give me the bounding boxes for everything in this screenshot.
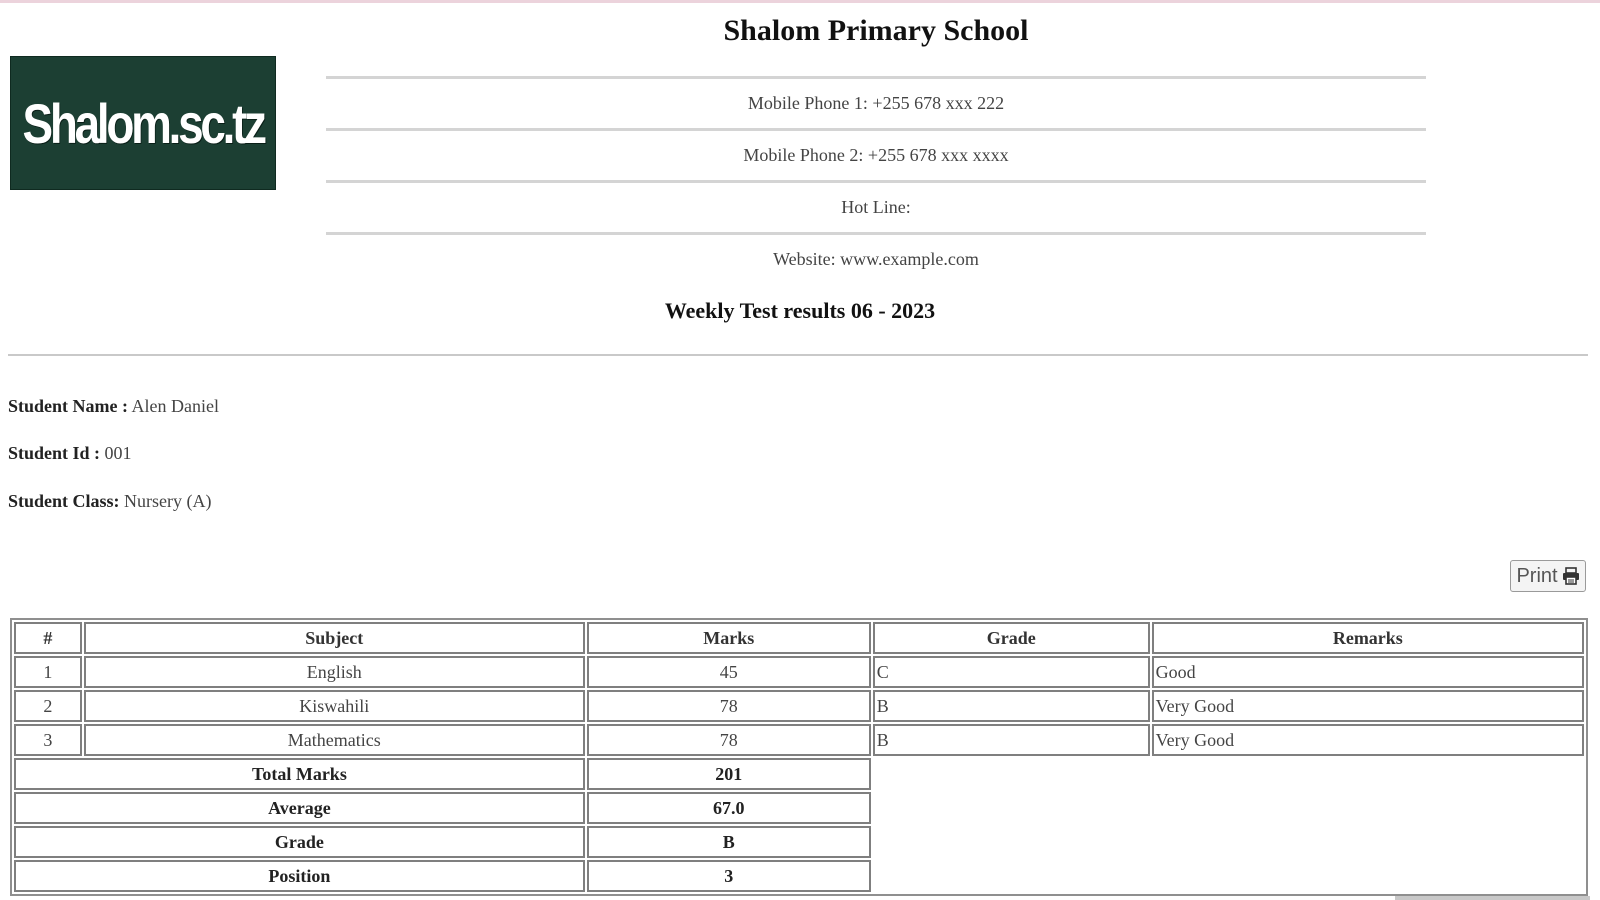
summary-label: Grade bbox=[14, 826, 585, 858]
print-button[interactable] bbox=[1510, 560, 1586, 592]
school-name-heading: Shalom Primary School bbox=[723, 14, 1029, 47]
remarks-cell: Very Good bbox=[1152, 724, 1584, 756]
remarks-cell: Very Good bbox=[1152, 690, 1584, 722]
summary-value: 67.0 bbox=[587, 792, 871, 824]
printer-icon bbox=[1562, 567, 1580, 585]
table-row bbox=[14, 690, 1584, 722]
table-row bbox=[14, 656, 1584, 688]
website: Website: www.example.com bbox=[326, 234, 1426, 285]
row-number: 1 bbox=[14, 656, 82, 688]
row-number: 3 bbox=[14, 724, 82, 756]
student-name-line bbox=[8, 396, 219, 417]
contact-row bbox=[326, 130, 1426, 182]
student-id-value: 001 bbox=[100, 443, 132, 463]
column-header-subject: Subject bbox=[84, 622, 585, 654]
summary-label: Position bbox=[14, 860, 585, 892]
student-class-line bbox=[8, 491, 212, 512]
summary-label: Total Marks bbox=[14, 758, 585, 790]
student-id-line bbox=[8, 443, 132, 464]
grade-cell: B bbox=[873, 724, 1150, 756]
student-name-value: Alen Daniel bbox=[128, 396, 219, 416]
bottom-scroll-edge bbox=[1395, 896, 1590, 900]
summary-value: 3 bbox=[587, 860, 871, 892]
contact-row bbox=[326, 78, 1426, 130]
print-button-label: Print bbox=[1516, 564, 1558, 587]
column-header-remarks: Remarks bbox=[1152, 622, 1584, 654]
table-row bbox=[14, 724, 1584, 756]
mobile-phone-2: Mobile Phone 2: +255 678 xxx xxxx bbox=[326, 130, 1426, 182]
subject-cell: Mathematics bbox=[84, 724, 585, 756]
grade-cell: C bbox=[873, 656, 1150, 688]
section-divider bbox=[8, 354, 1588, 356]
top-accent-line bbox=[0, 0, 1600, 3]
hot-line: Hot Line: bbox=[326, 182, 1426, 234]
marks-cell: 78 bbox=[587, 690, 871, 722]
contact-row bbox=[326, 234, 1426, 285]
contact-row bbox=[326, 182, 1426, 234]
summary-row-total bbox=[14, 758, 1584, 790]
school-logo bbox=[10, 56, 276, 190]
marks-cell: 78 bbox=[587, 724, 871, 756]
results-table bbox=[10, 618, 1588, 896]
student-class-value: Nursery (A) bbox=[119, 491, 212, 511]
contact-info-table bbox=[326, 76, 1426, 284]
column-header-grade: Grade bbox=[873, 622, 1150, 654]
grade-cell: B bbox=[873, 690, 1150, 722]
marks-cell: 45 bbox=[587, 656, 871, 688]
summary-blank-area bbox=[873, 758, 1584, 892]
student-name-label: Student Name : bbox=[8, 396, 128, 416]
report-title: Weekly Test results 06 - 2023 bbox=[664, 298, 936, 323]
remarks-cell: Good bbox=[1152, 656, 1584, 688]
summary-value: 201 bbox=[587, 758, 871, 790]
column-header-marks: Marks bbox=[587, 622, 871, 654]
logo-text: Shalom.sc.tz bbox=[22, 91, 264, 155]
row-number: 2 bbox=[14, 690, 82, 722]
summary-value: B bbox=[587, 826, 871, 858]
summary-label: Average bbox=[14, 792, 585, 824]
student-class-label: Student Class: bbox=[8, 491, 120, 511]
table-header-row bbox=[14, 622, 1584, 654]
subject-cell: Kiswahili bbox=[84, 690, 585, 722]
subject-cell: English bbox=[84, 656, 585, 688]
column-header-number: # bbox=[14, 622, 82, 654]
student-id-label: Student Id : bbox=[8, 443, 101, 463]
mobile-phone-1: Mobile Phone 1: +255 678 xxx 222 bbox=[326, 78, 1426, 130]
